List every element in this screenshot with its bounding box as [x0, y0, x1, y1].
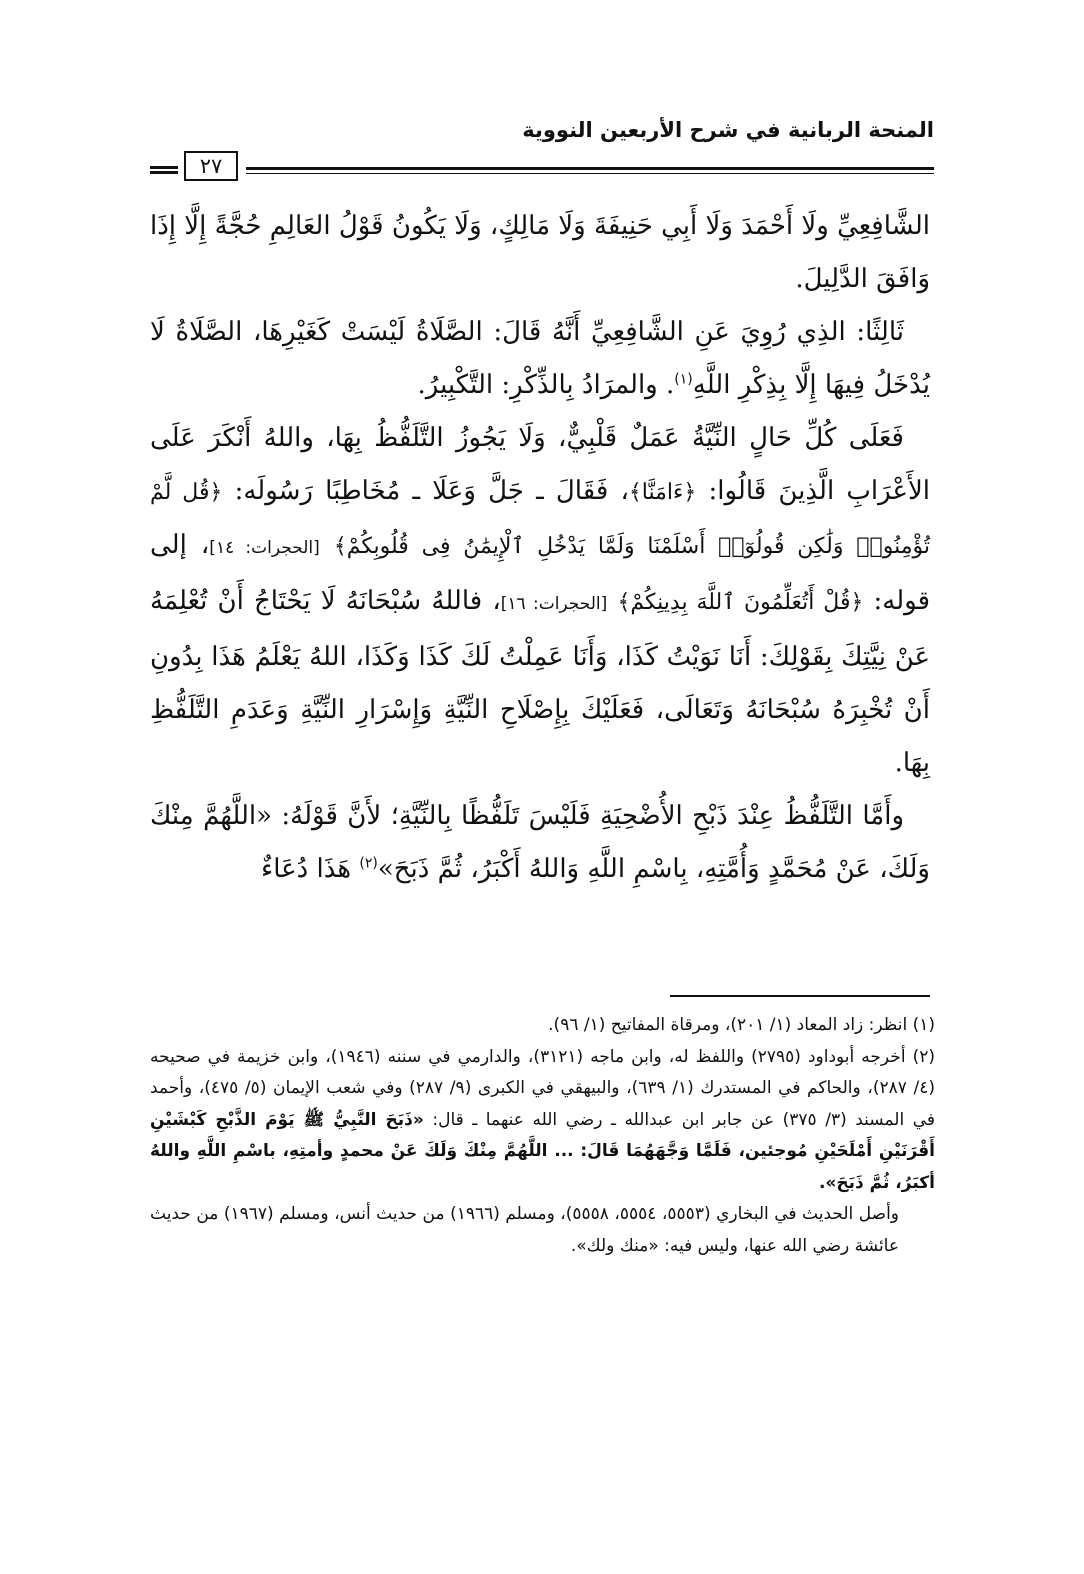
footnote-2: (٢) أخرجه أبوداود (٢٧٩٥) واللفظ له، وابن ماجه (٣١٢١)، والدارمي في سننه (١٩٤٦)، وابن خزيمة في صحيحه (٤/ ٢٨٧)، والحاكم في المستدرك (١/ ٦٣٩)، والبيهقي في الكبرى (٩/ ٢٨٧) وفي شعب الإيمان (٥/ ٤٧٥)، وأحمد في المسند (٣/ ٣٧٥) عن جابر ابن عبدالله ـ رضي الله عنهما ـ قال: «ذَبَحَ النَّبِيُّ ﷺ يَوْمَ الذَّبْحِ كَبْشَيْنِ أَقْرَنَيْنِ أَمْلَحَيْنِ مُوجئين، فَلَمَّا وَجَّهَهُمَا قَالَ: ... اللَّهُمَّ مِنْكَ وَلَكَ عَنْ محمدٍ وأمتِهِ، باسْمِ اللَّهِ واللهُ أكبَرُ، ثُمَّ ذَبَحَ». — [150, 1046, 935, 1193]
paragraph-1: الشَّافِعِيِّ ولَا أَحْمَدَ وَلَا أَبِي حَنِيفَةَ وَلَا مَالِكٍ، وَلَا يَكُونُ قَوْلُ العَالِمِ حُجَّةً إِلَّا إِذَا وَافَقَ الدَّلِيلَ. — [150, 211, 930, 294]
page-number: ٢٧ — [184, 151, 238, 181]
hadith-text: «ذَبَحَ النَّبِيُّ ﷺ يَوْمَ الذَّبْحِ كَبْشَيْنِ أَقْرَنَيْنِ أَمْلَحَيْنِ مُوجئين، فَلَمَّا وَجَّهَهُمَا قَالَ: ... اللَّهُمَّ مِنْكَ وَلَكَ عَنْ محمدٍ وأمتِهِ، باسْمِ اللَّهِ واللهُ أكبَرُ، ثُمَّ ذَبَحَ». — [150, 1109, 935, 1193]
footnotes — [150, 1010, 935, 1262]
running-title: المنحة الربانية في شرح الأربعين النووية — [522, 118, 934, 142]
quran-quote: ﴿قُل لَّمْ تُؤْمِنُوا۟ وَلَٰكِن قُولُوٓا۟ أَسْلَمْنَا وَلَمَّا يَدْخُلِ ٱلْإِيمَٰنُ فِى قُلُوبِكُمْ﴾ — [150, 480, 931, 559]
footnote-1: (١) انظر: زاد المعاد (١/ ٢٠١)، ومرقاة المفاتيح (١/ ٩٦). — [548, 1015, 935, 1035]
footnote-2-continued: وأصل الحديث في البخاري (٥٥٥٣، ٥٥٥٤، ٥٥٥٨)، ومسلم (١٩٦٦) من حديث أنس، ومسلم (١٩٦٧) من حديث عائشة رضي الله عنها، وليس فيه: «منك ولك». — [150, 1204, 900, 1256]
footnote-mark-2[interactable]: (٢) — [359, 855, 378, 872]
header-rule — [246, 167, 934, 174]
paragraph-2: ثَالِثًا: الذِي رُوِيَ عَنِ الشَّافِعِيِّ أَنَّهُ قَالَ: الصَّلَاةُ لَيْسَتْ كَغَيْرِهَا، الصَّلَاةُ لَا يُدْخَلُ فِيهَا إِلَّا بِذِكْرِ اللَّهِ$^{(١)}$. والمرَادُ بِالذِّكْرِ: التَّكْبِيرُ. — [150, 317, 930, 400]
footnote-rule — [670, 995, 930, 997]
quran-quote: ﴿ءَامَنَّا﴾ — [628, 480, 697, 505]
paragraph-3: فَعَلَى كُلِّ حَالٍ النِّيَّةُ عَمَلٌ قَلْبِيٌّ، وَلَا يَجُوزُ التَّلَفُّظُ بِهَا، واللهُ أَنْكَرَ عَلَى الأَعْرَابِ الَّذِينَ قَالُوا: ﴿ءَامَنَّا﴾، فَقَالَ ـ جَلَّ وَعَلَا ـ مُخَاطِبًا رَسُولَه: ﴿قُل لَّمْ تُؤْمِنُوا۟ وَلَٰكِن قُولُوٓا۟ أَسْلَمْنَا وَلَمَّا يَدْخُلِ ٱلْإِيمَٰنُ فِى قُلُوبِكُمْ﴾ [الحجرات: ١٤]، إلى قوله: ﴿قُلْ أَتُعَلِّمُونَ ٱللَّهَ بِدِينِكُمْ﴾ [الحجرات: ١٦]، فاللهُ سُبْحَانَهُ لَا يَحْتَاجُ أَنْ تُعْلِمَهُ عَنْ نِيَّتِكَ بِقَوْلِكَ: أَنَا نَوَيْتُ كَذَا، وَأَنَا عَمِلْتُ لَكَ كَذَا وَكَذَا، اللهُ يَعْلَمُ هَذَا بِدُونِ أَنْ تُخْبِرَهُ سُبْحَانَهُ وَتَعَالَى، فَعَلَيْكَ بِإِصْلَاحِ النِّيَّةِ وَإِسْرَارِ النِّيَّةِ وَعَدَمِ التَّلَفُّظِ بِهَا. — [150, 423, 931, 778]
quran-reference: [الحجرات: ١٦] — [500, 594, 608, 614]
paragraph-4: وأَمَّا التَّلَفُّظُ عِنْدَ ذَبْحِ الأُضْحِيَةِ فَلَيْسَ تَلَفُّظًا بِالنِّيَّةِ؛ لأَنَّ قَوْلَهُ: «اللَّهُمَّ مِنْكَ وَلَكَ، عَنْ مُحَمَّدٍ وَأُمَّتِهِ، بِاسْمِ اللَّهِ وَاللهُ أَكْبَرُ، ثُمَّ ذَبَحَ»$^{(٢)}$ هَذَا دُعَاءٌ — [150, 801, 930, 884]
header-ornament — [150, 166, 178, 169]
quran-reference: [الحجرات: ١٤] — [209, 538, 320, 558]
main-text — [150, 200, 930, 896]
quran-quote: ﴿قُلْ أَتُعَلِّمُونَ ٱللَّهَ بِدِينِكُمْ﴾ — [617, 590, 864, 615]
footnote-mark-1[interactable]: (١) — [674, 371, 693, 388]
